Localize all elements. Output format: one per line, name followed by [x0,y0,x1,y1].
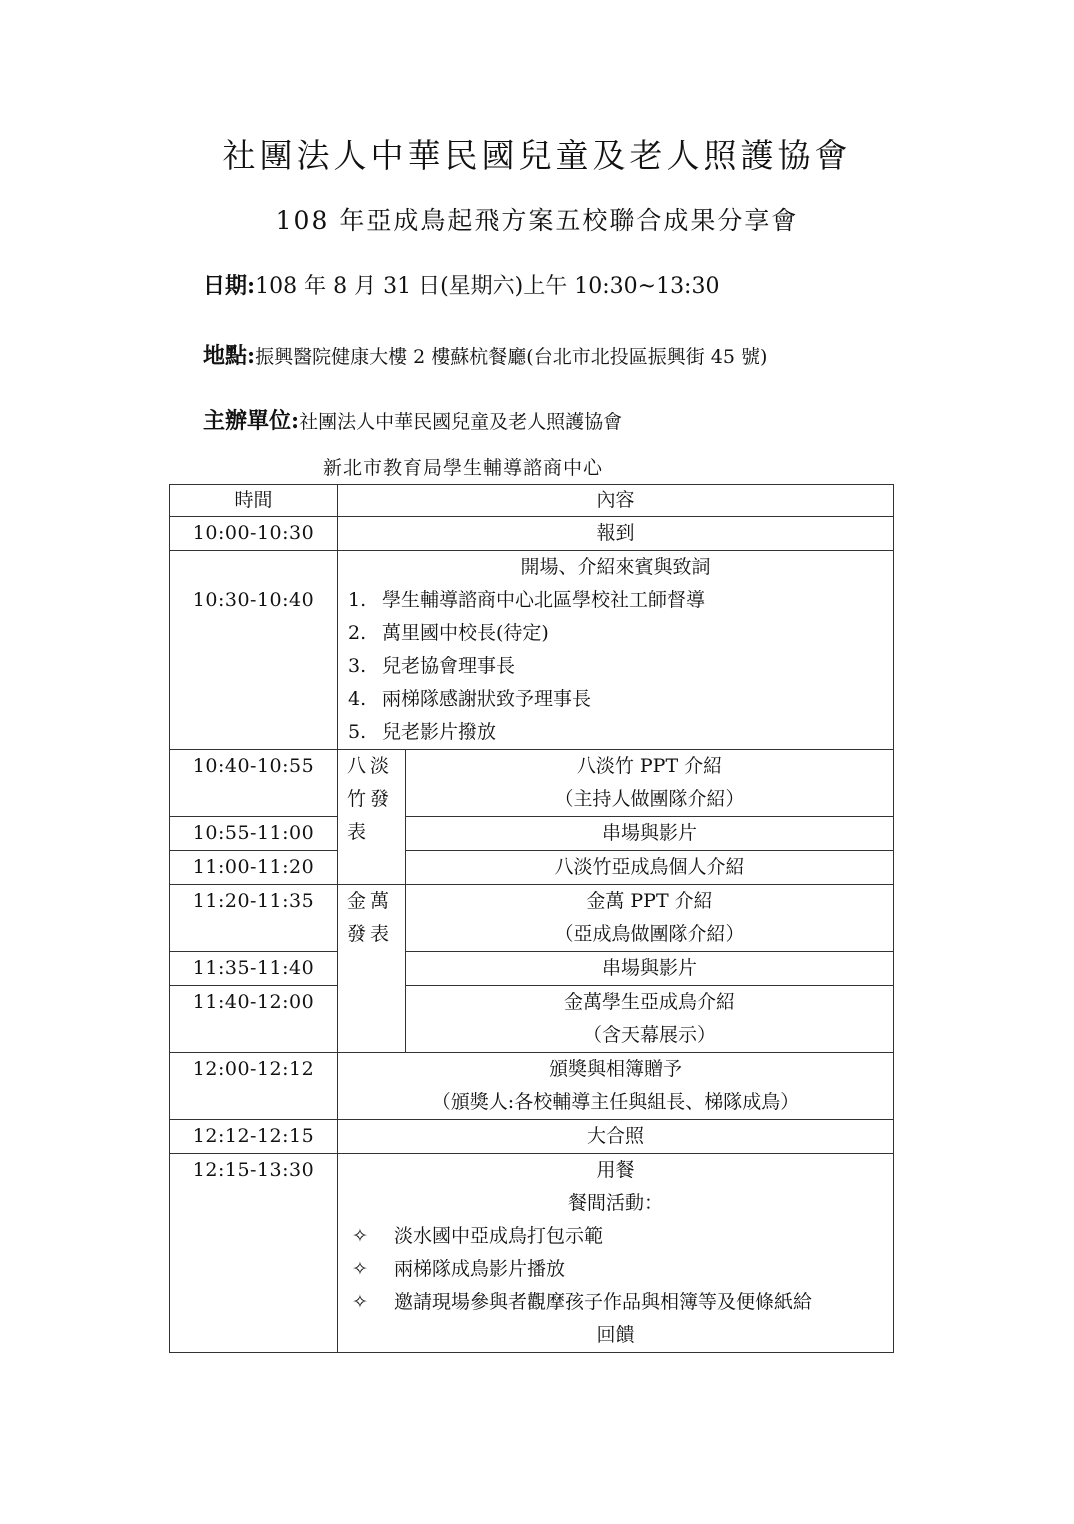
diamond-bullet-icon: ✧ [352,1225,368,1247]
list-item: ✧ 淡水國中亞成鳥打包示範 [338,1220,893,1253]
event-date [203,269,719,300]
opening-heading: 開場、介紹來賓與致詞 [520,556,711,578]
row-content: 金萬 PPT 介紹 （亞成鳥做團隊介紹） [406,885,894,952]
table-row [170,885,894,952]
bullet-continuation: 回饋 [596,1324,635,1346]
row-content: 八淡竹 PPT 介紹 （主持人做團隊介紹） [406,750,894,817]
table-header-row [170,485,894,517]
row-content: 串場與影片 [406,817,894,851]
co-host: 新北市教育局學生輔導諮商中心 [323,457,604,479]
row-content: 串場與影片 [406,952,894,986]
row-content: 頒獎與相簿贈予 （頒獎人:各校輔導主任與組長、梯隊成鳥） [338,1053,894,1120]
list-item: 3. 兒老協會理事長 [348,655,516,677]
row-content: 大合照 [338,1120,894,1154]
list-item: ✧ 邀請現場參與者觀摩孩子作品與相簿等及便條紙給 [338,1286,893,1319]
row-time: 10:40-10:55 [170,750,338,817]
organization-title: 社團法人中華民國兒童及老人照護協會 [222,136,852,175]
activities-heading: 餐間活動： [568,1192,664,1214]
row-time: 12:12-12:15 [170,1120,338,1154]
diamond-bullet-icon: ✧ [352,1258,368,1280]
list-item: 1. 學生輔導諮商中心北區學校社工師督導 [348,589,706,611]
header-time: 時間 [170,485,338,517]
row-time: 11:35-11:40 [170,952,338,986]
list-item: 5. 兒老影片撥放 [348,721,497,743]
table-row [170,851,894,885]
row-time: 11:00-11:20 [170,851,338,885]
date-value: 108 年 8 月 31 日(星期六)上午 10:30~13:30 [255,274,720,299]
row-time: 12:00-12:12 [170,1053,338,1120]
row-content: 八淡竹亞成鳥個人介紹 [406,851,894,885]
row-time: 11:40-12:00 [170,986,338,1053]
table-row [170,1053,894,1120]
row-time: 12:15-13:30 [170,1154,338,1353]
host-label: 主辦單位: [203,408,300,434]
list-item: 4. 兩梯隊感謝狀致予理事長 [348,688,592,710]
place-value: 振興醫院健康大樓 2 樓蘇杭餐廳(台北市北投區振興街 45 號) [255,346,768,368]
table-row [170,551,894,750]
host-value: 社團法人中華民國兒童及老人照護協會 [299,411,623,433]
table-row [170,817,894,851]
group-label-jinwan: 金萬 發表 [338,885,406,1053]
date-label: 日期: [203,273,256,299]
row-time: 10:55-11:00 [170,817,338,851]
row-content [338,1154,894,1353]
header-content: 內容 [338,485,894,517]
row-content: 金萬學生亞成鳥介紹 （含天幕展示） [406,986,894,1053]
group-label-bahdanzhu: 八淡 竹發 表 [338,750,406,885]
row-content [338,551,894,750]
table-row [170,1154,894,1353]
table-row [170,952,894,986]
table-row [170,750,894,817]
event-subtitle: 108 年亞成鳥起飛方案五校聯合成果分享會 [275,206,799,235]
place-label: 地點: [203,343,256,369]
meal-heading: 用餐 [596,1159,635,1181]
event-host [203,404,622,435]
event-place [203,339,767,370]
row-time: 10:00-10:30 [170,517,338,551]
list-item: 2. 萬里國中校長(待定) [348,622,549,644]
table-row [170,986,894,1053]
row-time: 11:20-11:35 [170,885,338,952]
row-content: 報到 [338,517,894,551]
list-item: ✧ 兩梯隊成鳥影片播放 [338,1253,893,1286]
schedule-table [169,484,894,1353]
diamond-bullet-icon: ✧ [352,1291,368,1313]
row-time: 10:30-10:40 [170,551,338,750]
table-row [170,517,894,551]
table-row [170,1120,894,1154]
